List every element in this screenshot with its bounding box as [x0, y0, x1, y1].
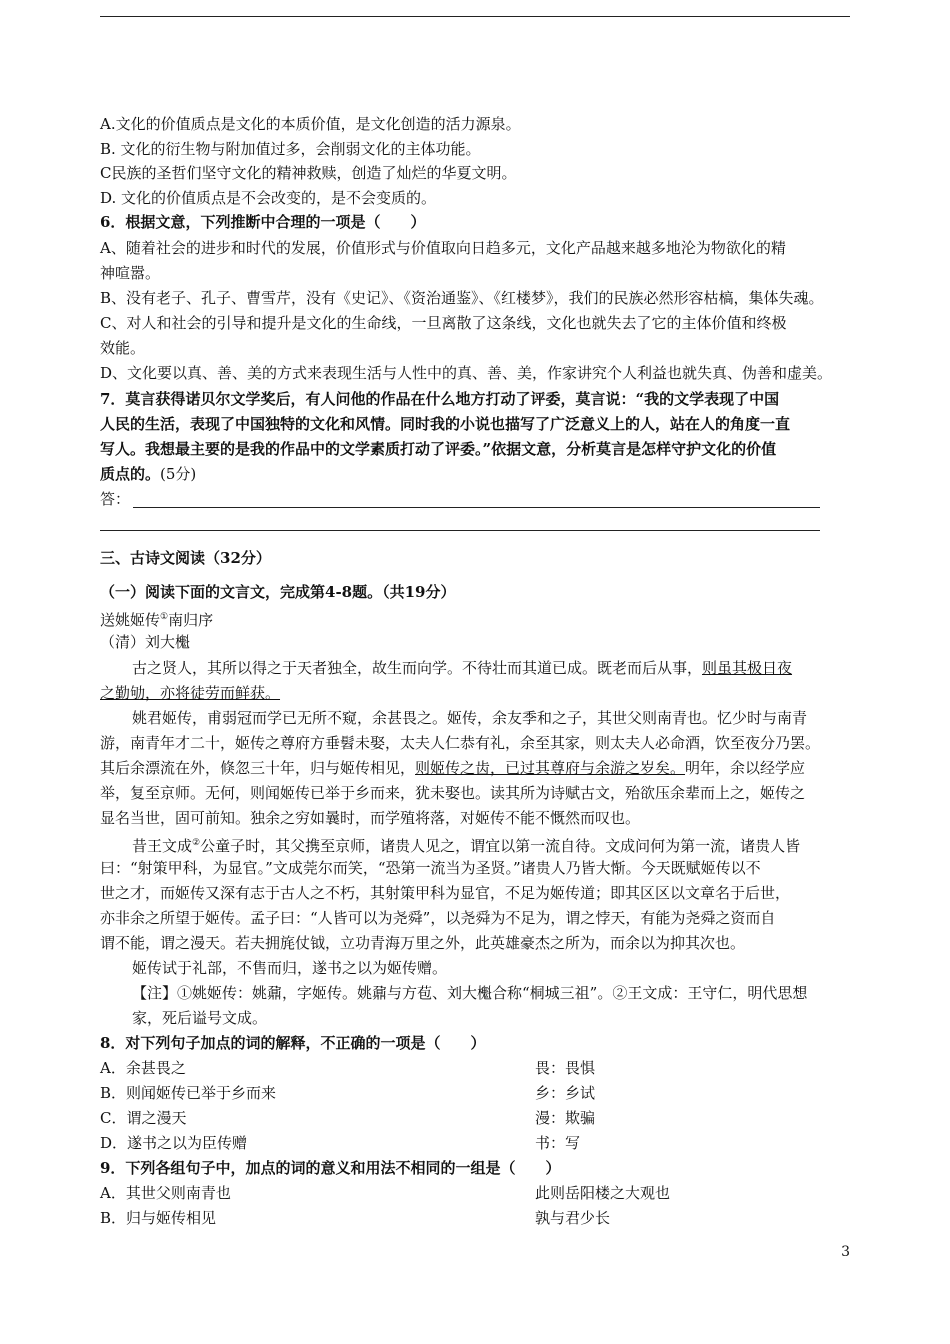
header-rule: [100, 16, 850, 17]
answer-line-2[interactable]: [100, 530, 820, 531]
q6-option-d: D、文化要以真、善、美的方式来表现生活与人性中的真、善、美，作家讲究个人利益也就失真、伪善和虚美。: [100, 364, 833, 382]
section-3-heading: 三、古诗文阅读（32分）: [100, 549, 271, 567]
p2-line-3-a: 其后余漂流在外，倏忽三十年，归与姬传相见，: [100, 759, 416, 777]
passage-title-b: 南归序: [168, 611, 214, 629]
passage-author: （清）刘大櫆: [100, 633, 191, 651]
note-line-1: 【注】①姚姬传：姚鼐，字姬传。姚鼐与方苞、刘大櫆合称“桐城三祖”。②王文成：王守仁，明代思想: [132, 984, 808, 1002]
q8-d-left: D．遂书之以为臣传赠: [100, 1134, 248, 1152]
p3-line-5: 谓不能，谓之漫天。若夫拥旄仗钺，立功青海万里之外，此英雄豪杰之所为，而余以为抑其次也。: [100, 934, 746, 952]
p3-line-1-b: 公童子时，其父携至京师，诸贵人见之，谓宜以第一流自待。文成问何为第一流，诸贵人皆: [200, 837, 801, 855]
q5-option-a: A.文化的价值质点是文化的本质价值，是文化创造的活力源泉。: [100, 115, 521, 133]
q7-line-1: 7．莫言获得诺贝尔文学奖后，有人问他的作品在什么地方打动了评委，莫言说：“我的文学表现了中国: [100, 390, 780, 408]
q7-line-3: 写人。我想最主要的是我的作品中的文学素质打动了评委。”依据文意，分析莫言是怎样守护文化的价值: [100, 440, 777, 458]
p1-text: 古之贤人，其所以得之于天者独全，故生而向学。不待壮而其道已成。既老而后从事，: [132, 659, 703, 677]
q6-option-a: A、随着社会的进步和时代的发展，价值形式与价值取向日趋多元，文化产品越来越多地沦为物欲化的精: [100, 239, 786, 257]
passage-title: [100, 605, 860, 632]
q8-c-left: C．谓之漫天: [100, 1109, 187, 1127]
q8-b-left: B．则闻姬传已举于乡而来: [100, 1084, 277, 1102]
note-line-2: 家，死后谥号文成。: [132, 1009, 268, 1027]
p3-line-1: [100, 831, 860, 858]
p4-line: 姬传试于礼部，不售而归，遂书之以为姬传赠。: [132, 959, 448, 977]
q8-c-right: 漫：欺骗: [535, 1109, 596, 1127]
q8-row-a: [100, 1056, 860, 1080]
p3-line-4: 亦非余之所望于姬传。孟子曰：“人皆可以为尧舜”，以尧舜为不足为，谓之悖天，有能为尧舜之资而自: [100, 909, 776, 927]
q9-b-right: 孰与君少长: [535, 1209, 611, 1227]
q7-line-2: 人民的生活，表现了中国独特的文化和风情。同时我的小说也描写了广泛意义上的人，站在人的角度一直: [100, 415, 791, 433]
p2-line-1: 姚君姬传，甫弱冠而学已无所不窥，余甚畏之。姬传，余友季和之子，其世父则南青也。忆少时与南青: [132, 709, 808, 727]
q8-b-right: 乡：乡试: [535, 1084, 596, 1102]
p3-line-3: 世之才，而姬传又深有志于古人之不朽，其射策甲科为显官，不足为姬传道；即其区区以文章名于后世，: [100, 884, 791, 902]
q5-option-b: B. 文化的衍生物与附加值过多，会削弱文化的主体功能。: [100, 140, 481, 158]
q9-a-right: 此则岳阳楼之大观也: [535, 1184, 671, 1202]
p3-footnote-mark: ②: [192, 838, 201, 848]
p3-line-2: 曰：“射策甲科，为显官。”文成莞尔而笑，“恐第一流当为圣贤。”诸贵人乃皆大惭。今天既赋姬传以不: [100, 859, 761, 877]
title-footnote-mark: ①: [160, 612, 169, 622]
q8-a-right: 畏：畏惧: [535, 1059, 596, 1077]
p1-underlined-b: 之勤劬，亦将徒劳而鲜获。: [100, 684, 281, 702]
q6-option-c-cont: 效能。: [100, 339, 146, 357]
answer-line-1[interactable]: [133, 507, 820, 508]
p1-line-2: [100, 681, 860, 705]
page-number: 3: [841, 1244, 850, 1260]
q9-b-left: B．归与姬传相见: [100, 1209, 217, 1227]
q8-d-right: 书：写: [535, 1134, 581, 1152]
p2-line-3: [100, 756, 860, 780]
q9-a-left: A．其世父则南青也: [100, 1184, 231, 1202]
p2-line-3-b: 明年，余以经学应: [685, 759, 806, 777]
q9-stem: 9．下列各组句子中，加点的词的意义和用法不相同的一组是（ ）: [100, 1159, 561, 1177]
p1-line-1: [100, 656, 860, 680]
q7-line-4-text: 质点的。: [100, 465, 161, 483]
q5-option-d: D. 文化的价值质点是不会改变的，是不会变质的。: [100, 189, 437, 207]
p2-line-5: 显名当世，固可前知。独余之穷如曩时，而学殖将落，对姬传不能不慨然而叹也。: [100, 809, 641, 827]
q6-option-b: B、没有老子、孔子、曹雪芹，没有《史记》、《资治通鉴》、《红楼梦》，我们的民族必然形容枯槁，集体失魂。: [100, 289, 824, 307]
q8-row-c: [100, 1106, 860, 1130]
q6-option-c: C、对人和社会的引导和提升是文化的生命线，一旦离散了这条线，文化也就失去了它的主体价值和终极: [100, 314, 787, 332]
q9-row-a: [100, 1181, 860, 1205]
q7-line-4: [100, 462, 860, 486]
q6-option-a-cont: 神喧嚣。: [100, 264, 161, 282]
q7-score: (5分): [160, 465, 197, 483]
p2-line-4: 举，复至京师。无何，则闻姬传已举于乡而来，犹未娶也。读其所为诗赋古文，殆欲压余辈而上之，姬传之: [100, 784, 806, 802]
q9-row-b: [100, 1206, 860, 1230]
q6-stem: 6．根据文意，下列推断中合理的一项是（ ）: [100, 213, 426, 231]
q7-answer-label: 答：: [100, 490, 131, 508]
q5-option-c: C民族的圣哲们坚守文化的精神救赎，创造了灿烂的华夏文明。: [100, 164, 517, 182]
p2-line-2: 游，南青年才二十，姬传之尊府方垂髫未娶，太夫人仁恭有礼，余至其家，则太夫人必命酒，饮至夜分乃罢。: [100, 734, 821, 752]
q8-a-left: A．余甚畏之: [100, 1059, 186, 1077]
q8-stem: 8．对下列句子加点的词的解释，不正确的一项是（ ）: [100, 1034, 486, 1052]
q8-row-b: [100, 1081, 860, 1105]
subsection-1-heading: （一）阅读下面的文言文，完成第4-8题。（共19分）: [100, 583, 456, 601]
q8-row-d: [100, 1131, 860, 1155]
passage-title-a: 送姚姬传: [100, 611, 161, 629]
p2-underlined: 则姬传之齿，已过其尊府与余游之岁矣。: [415, 759, 686, 777]
p3-line-1-a: 昔王文成: [132, 837, 193, 855]
p1-underlined-a: 则虽其极日夜: [702, 659, 793, 677]
